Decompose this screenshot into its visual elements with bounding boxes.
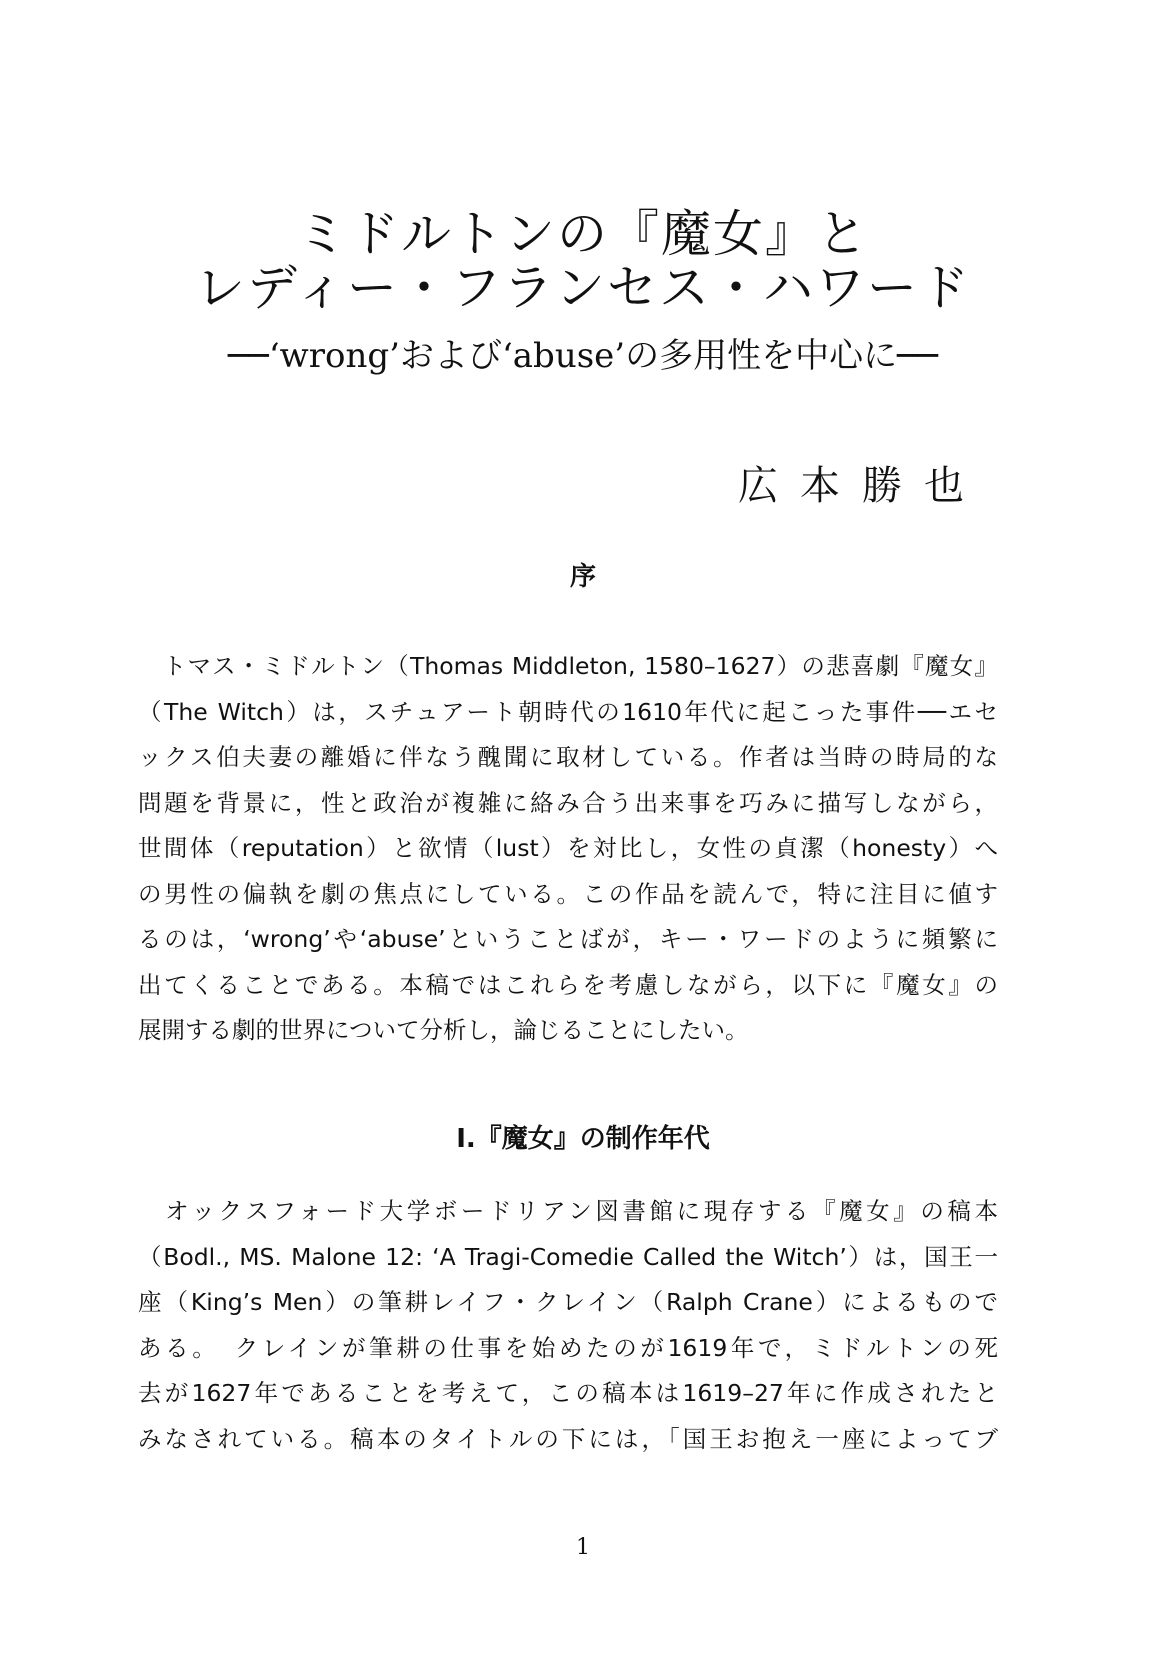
title-line-1: ミドルトンの『魔女』と bbox=[297, 205, 869, 263]
section-heading-preface: 序 bbox=[569, 562, 596, 592]
text-line: 展開する劇的世界について分析し，論じることにしたい。 bbox=[138, 1016, 749, 1044]
text-line: 世間体（reputation）と欲情（lust）を対比し，女性の貞潔（honesty）へ bbox=[138, 834, 998, 862]
page-number: 1 bbox=[576, 1535, 590, 1560]
text-line: るのは，‘wrong’や‘abuse’ということばが，キー・ワードのように頻繁に bbox=[138, 925, 998, 953]
title-line-2: レディー・フランセス・ハワード bbox=[195, 259, 971, 317]
text-line: （The Witch）は，スチュアート朝時代の1610年代に起こった事件──エセ bbox=[138, 697, 998, 726]
text-line: みなされている。稿本のタイトルの下には，「国王お抱え一座によってブ bbox=[138, 1424, 998, 1453]
text-line: ックス伯夫妻の離婚に伴なう醜聞に取材している。作者は当時の時局的な bbox=[138, 743, 998, 771]
text-line: 去が1627年であることを考えて，この稿本は1619–27年に作成されたと bbox=[138, 1379, 998, 1407]
text-line: ある。 クレインが筆耕の仕事を始めたのが1619年で，ミドルトンの死 bbox=[138, 1333, 998, 1362]
text-line: トマス・ミドルトン（Thomas Middleton, 1580–1627）の悲喜劇『魔女』 bbox=[138, 652, 998, 680]
author-name: 広本勝也 bbox=[738, 463, 986, 509]
subtitle: ──‘wrong’および‘abuse’の多用性を中心に── bbox=[227, 336, 939, 376]
text-line: オックスフォード大学ボードリアン図書館に現存する『魔女』の稿本 bbox=[138, 1197, 998, 1225]
section-heading-dating: I.『魔女』の制作年代 bbox=[456, 1124, 710, 1154]
dating-paragraph bbox=[138, 1189, 998, 1462]
text-line: の男性の偏執を劇の焦点にしている。この作品を読んで，特に注目に値す bbox=[138, 879, 998, 908]
text-line: 座（King’s Men）の筆耕レイフ・クレイン（Ralph Crane）によるもので bbox=[138, 1288, 998, 1316]
text-line: 問題を背景に，性と政治が複雑に絡み合う出来事を巧みに描写しながら， bbox=[138, 788, 998, 817]
preface-paragraph bbox=[138, 644, 998, 1054]
text-line: （Bodl., MS. Malone 12: ‘A Tragi-Comedie Called the Witch’）は，国王一 bbox=[138, 1242, 998, 1271]
text-line: 出てくることである。本稿ではこれらを考慮しながら，以下に『魔女』の bbox=[138, 970, 998, 999]
